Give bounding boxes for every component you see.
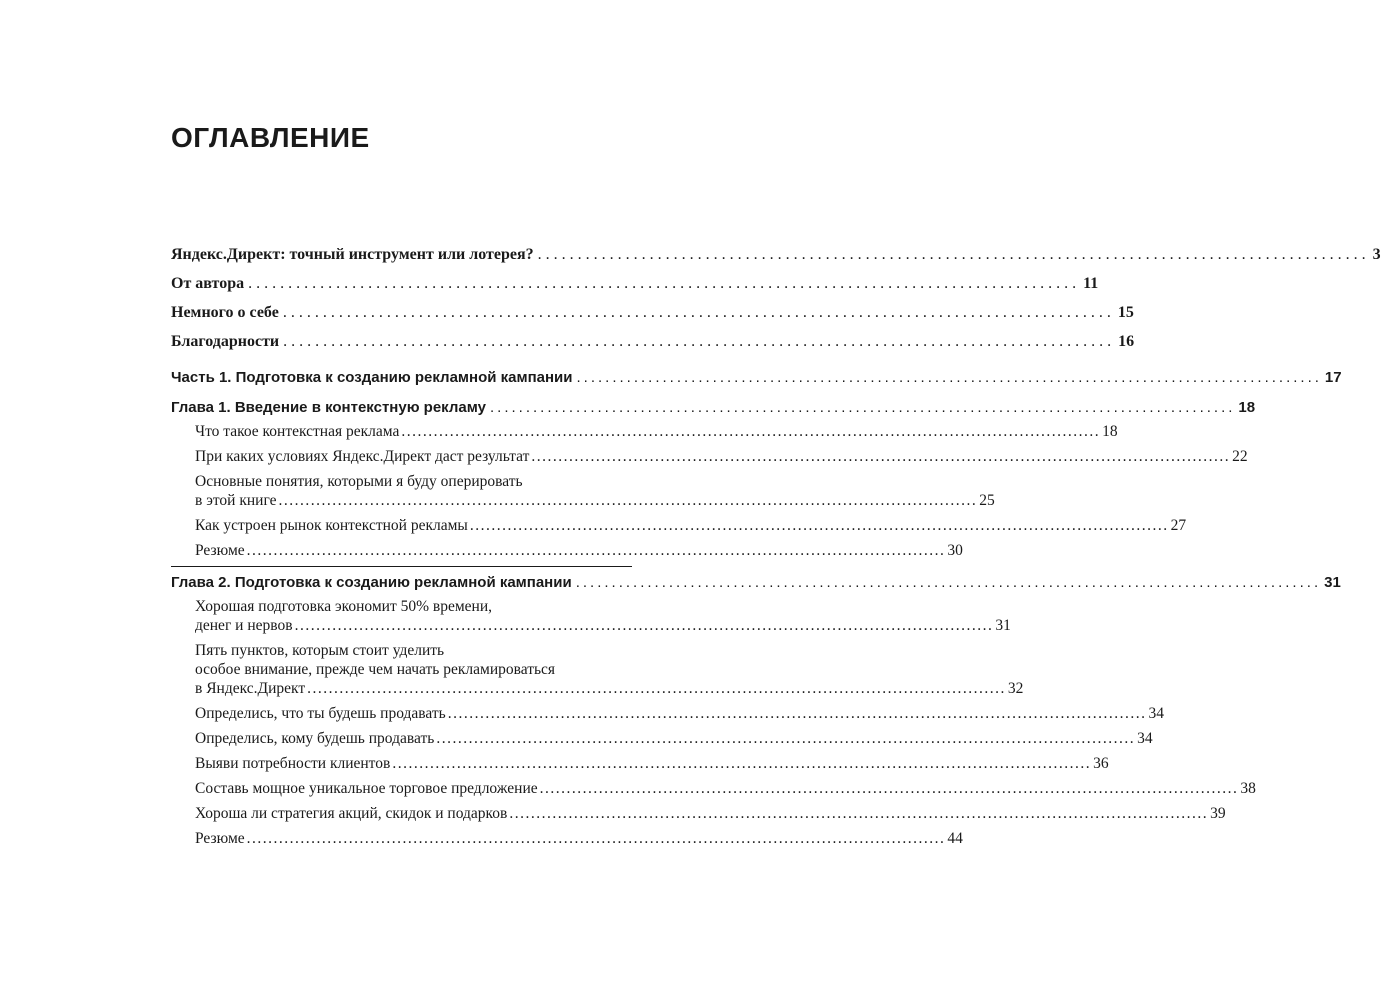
leader-dots: .................................................................................................................................. — [469, 517, 1169, 534]
toc-page-number: 15 — [1117, 304, 1134, 321]
toc-page-number: 36 — [1093, 755, 1109, 772]
toc-page-number: 17 — [1324, 369, 1342, 386]
leader-dots: .................................................................................................................................. — [509, 805, 1209, 822]
toc-page-number: 3 — [1372, 246, 1381, 263]
toc-entry-section[interactable] — [195, 447, 1248, 466]
leader-dots: ........................................................................................................ — [248, 275, 1081, 292]
toc-entry-title-line: Пять пунктов, которым стоит уделить — [195, 642, 445, 659]
toc-page-number: 34 — [1148, 705, 1164, 722]
toc-page-number: 30 — [947, 542, 963, 559]
toc-entry-section[interactable] — [195, 704, 1164, 723]
toc-page-number: 25 — [979, 492, 995, 509]
toc-page-number: 16 — [1118, 333, 1135, 350]
leader-dots: .................................................................................................................................. — [307, 680, 1006, 697]
leader-dots: .................................................................................................................................. — [436, 730, 1136, 747]
toc-entry-section[interactable] — [195, 754, 1109, 773]
toc-entry-title: Благодарности — [171, 333, 280, 350]
toc-page-number: 11 — [1083, 275, 1099, 292]
toc-page-number: 27 — [1170, 517, 1187, 534]
toc-entry-section[interactable] — [195, 729, 1153, 748]
toc-page-number: 22 — [1232, 448, 1248, 465]
toc-entry-title: Глава 1. Введение в контекстную рекламу — [171, 399, 486, 416]
toc-entry-title: денег и нервов — [195, 617, 293, 634]
toc-entry-title: в этой книге — [195, 492, 277, 509]
leader-dots: .................................................................................................................................. — [392, 755, 1092, 772]
toc-entry-title-line: Хорошая подготовка экономит 50% времени, — [195, 598, 493, 615]
toc-entry-title: Немного о себе — [171, 304, 279, 321]
toc-entry-title: Выяви потребности клиентов — [195, 755, 391, 772]
toc-entry-chapter[interactable] — [171, 574, 1341, 591]
toc-entry-title: При каких условиях Яндекс.Директ даст результат — [195, 448, 530, 465]
toc-page-number: 38 — [1240, 780, 1256, 797]
toc-page-number: 18 — [1102, 423, 1118, 440]
toc-entry-title-line: особое внимание, прежде чем начать рекламироваться — [195, 661, 556, 678]
toc-entry-title: Хороша ли стратегия акций, скидок и подарков — [195, 805, 508, 822]
toc-entry-section[interactable] — [195, 472, 995, 510]
toc-entry-title: Определись, кому будешь продавать — [195, 730, 435, 747]
leader-dots: ........................................................................................................ — [537, 246, 1370, 263]
divider — [171, 566, 632, 567]
leader-dots: .................................................................................................................................. — [246, 830, 946, 847]
table-of-contents — [171, 246, 1381, 854]
toc-entry-section[interactable] — [195, 422, 1118, 441]
toc-entry-section[interactable] — [195, 541, 963, 560]
toc-entry-title-line: Основные понятия, которыми я буду оперировать — [195, 473, 523, 490]
toc-entry-section[interactable] — [195, 516, 1187, 535]
leader-dots: .................................................................................................................................. — [246, 542, 946, 559]
toc-entry-title: От автора — [171, 275, 245, 292]
toc-entry-title: Часть 1. Подготовка к созданию рекламной кампании — [171, 369, 573, 386]
leader-dots: .................................................................................................................................. — [531, 448, 1231, 465]
toc-entry-front[interactable] — [171, 333, 1135, 351]
leader-dots: ........................................................................................................ — [576, 369, 1322, 386]
toc-entry-title: Резюме — [195, 830, 245, 847]
toc-entry-title: Глава 2. Подготовка к созданию рекламной кампании — [171, 574, 572, 591]
toc-entry-front[interactable] — [171, 304, 1134, 322]
leader-dots: .................................................................................................................................. — [447, 705, 1147, 722]
toc-entry-title: Составь мощное уникальное торговое предложение — [195, 780, 538, 797]
toc-page-number: 18 — [1238, 399, 1256, 416]
toc-entry-title: Яндекс.Директ: точный инструмент или лотерея? — [171, 246, 534, 263]
toc-entry-section[interactable] — [195, 829, 963, 848]
toc-page-number: 44 — [947, 830, 963, 847]
leader-dots: .................................................................................................................................. — [294, 617, 994, 634]
toc-page-number: 31 — [1324, 574, 1341, 591]
toc-entry-chapter[interactable] — [171, 399, 1256, 416]
toc-entry-section[interactable] — [195, 779, 1256, 798]
toc-page-number: 39 — [1210, 805, 1226, 822]
toc-page-number: 34 — [1137, 730, 1153, 747]
toc-entry-title: Что такое контекстная реклама — [195, 423, 400, 440]
leader-dots: .................................................................................................................................. — [278, 492, 978, 509]
page-title: ОГЛАВЛЕНИЕ — [171, 122, 370, 153]
toc-page-number: 32 — [1007, 680, 1024, 697]
toc-entry-title: в Яндекс.Директ — [195, 680, 306, 697]
toc-entry-section[interactable] — [195, 804, 1226, 823]
toc-entry-title: Резюме — [195, 542, 245, 559]
leader-dots: ........................................................................................................ — [575, 574, 1322, 591]
toc-page-number: 31 — [995, 617, 1011, 634]
toc-entry-section[interactable] — [195, 641, 1024, 698]
toc-entry-section[interactable] — [195, 597, 1011, 635]
toc-entry-front[interactable] — [171, 275, 1099, 293]
leader-dots: ........................................................................................................ — [282, 304, 1115, 321]
leader-dots: .................................................................................................................................. — [539, 780, 1239, 797]
toc-entry-title: Как устроен рынок контекстной рекламы — [195, 517, 468, 534]
toc-entry-part[interactable] — [171, 369, 1342, 386]
leader-dots: ........................................................................................................ — [283, 333, 1116, 350]
leader-dots: ........................................................................................................ — [490, 399, 1236, 416]
toc-entry-title: Определись, что ты будешь продавать — [195, 705, 446, 722]
leader-dots: .................................................................................................................................. — [401, 423, 1101, 440]
toc-entry-front[interactable] — [171, 246, 1381, 264]
